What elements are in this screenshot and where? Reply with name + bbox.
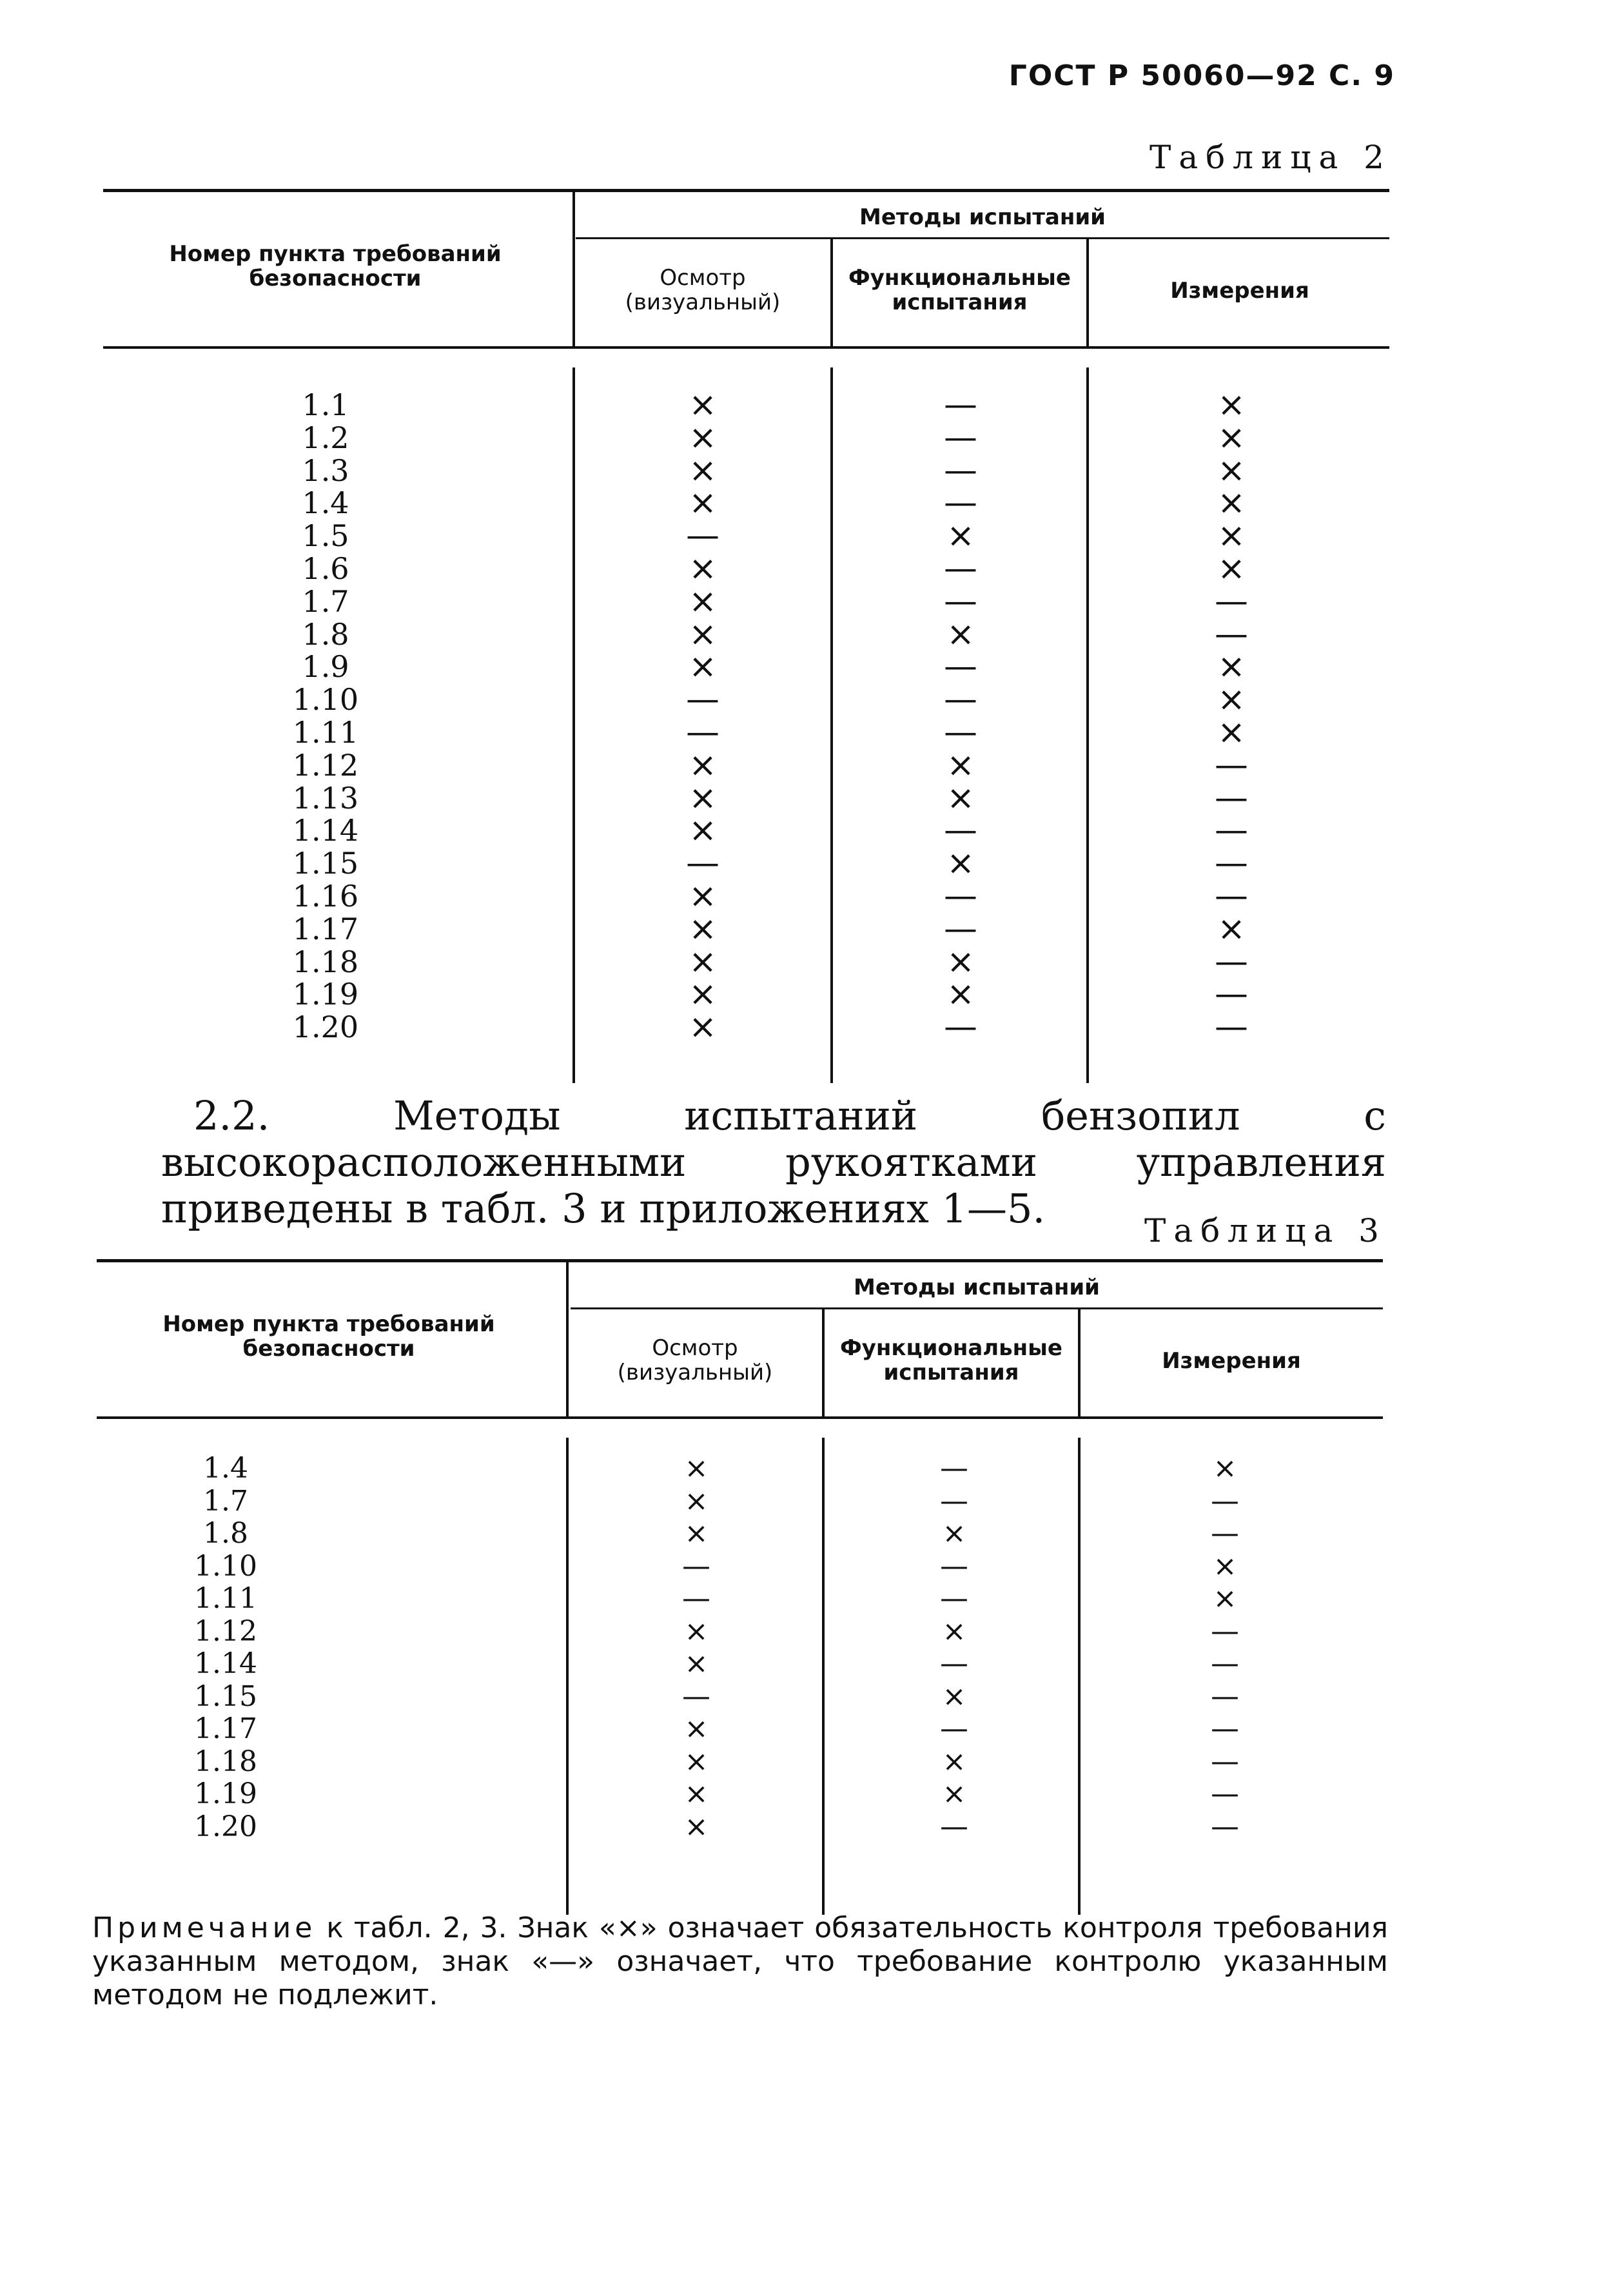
table2-measure-mark: ×: [1217, 516, 1246, 556]
table3-measure-mark: ×: [1213, 1452, 1237, 1485]
table2-caption: Таблица 2: [1149, 139, 1392, 176]
table2-group-header: Методы испытаний: [859, 204, 1106, 230]
table3-visual-mark: ×: [684, 1484, 709, 1518]
note-text: к табл. 2, 3. Знак «×» означает обязательность контроля требования указанным методом, знак «—» означает, что требование контролю указанным методом не подлежит.: [92, 1912, 1388, 2011]
table3-vline-3: [1078, 1309, 1081, 1417]
table2-col-item: Номер пункта требований безопасности: [169, 241, 502, 291]
table2-item-number: 1.10: [292, 682, 359, 718]
table2-functional-mark: ×: [946, 745, 975, 785]
table2-measure-mark: ×: [1217, 712, 1246, 752]
table3-measure-mark: —: [1211, 1484, 1239, 1518]
table2-item-number: 1.13: [292, 780, 359, 816]
table2-measure-mark: —: [1215, 1008, 1248, 1047]
table2-visual-mark: ×: [689, 909, 717, 948]
table3-functional-mark: —: [940, 1712, 968, 1745]
table2-header-rule: [103, 346, 1389, 349]
table2-measure-mark: ×: [1217, 909, 1246, 948]
table3-group-header: Методы испытаний: [853, 1275, 1100, 1300]
table2-item-number: 1.6: [302, 551, 349, 586]
table2-measure-mark: ×: [1217, 647, 1246, 687]
table2-functional-mark: —: [944, 451, 977, 490]
table2-item-number: 1.18: [292, 944, 359, 979]
table2-item-number: 1.12: [292, 747, 359, 783]
table2-item-number: 1.5: [302, 518, 349, 554]
table3-visual-mark: ×: [684, 1745, 709, 1778]
table2-visual-mark: ×: [689, 975, 717, 1014]
table3-col-visual: Осмотр (визуальный): [617, 1335, 773, 1385]
table3-col-measure: Измерения: [1162, 1348, 1301, 1374]
table2-functional-mark: —: [944, 549, 977, 588]
table2-measure-mark: —: [1215, 614, 1248, 654]
table2-item-number: 1.4: [302, 485, 349, 521]
table3-body-vline-2: [822, 1438, 825, 1915]
table2-measure-mark: —: [1215, 778, 1248, 817]
table2-visual-mark: ×: [689, 451, 717, 490]
table3-vline-1: [566, 1262, 569, 1417]
table2-visual-mark: ×: [689, 745, 717, 785]
table2-col-functional: Функциональные испытания: [848, 265, 1071, 315]
table3-functional-mark: —: [940, 1582, 968, 1615]
table2-visual-mark: ×: [689, 582, 717, 621]
table2-measure-mark: ×: [1217, 386, 1246, 424]
table2-visual-mark: ×: [689, 778, 717, 817]
table2-item-number: 1.2: [302, 420, 349, 455]
table3-items-column: [187, 1452, 264, 1843]
table2-measure-mark: —: [1215, 844, 1248, 883]
table2-item-number: 1.19: [292, 977, 359, 1012]
table2-visual-mark: —: [686, 680, 719, 719]
table3-functional-mark: —: [940, 1549, 968, 1583]
table3-visual-mark: ×: [684, 1810, 709, 1843]
table2-functional-mark: —: [944, 647, 977, 687]
table2-functional-mark: ×: [946, 844, 975, 883]
table2-functional-mark: ×: [946, 516, 975, 556]
table-note: [92, 1912, 1388, 2012]
table2-visual-mark: ×: [689, 549, 717, 588]
table3-item-number: 1.7: [203, 1484, 248, 1518]
table2-item-number: 1.17: [292, 911, 359, 946]
table2-group-rule: [576, 237, 1389, 239]
table3-item-number: 1.8: [203, 1517, 248, 1550]
table3-visual-mark: —: [682, 1679, 710, 1713]
table2-top-rule: [103, 189, 1389, 192]
table3-measure-column: [1186, 1452, 1264, 1843]
table2-measure-mark: —: [1215, 975, 1248, 1014]
table3-measure-mark: —: [1211, 1517, 1239, 1550]
table2-col-visual: Осмотр (визуальный): [625, 265, 781, 315]
table2-functional-mark: ×: [946, 975, 975, 1014]
table3-visual-mark: —: [682, 1549, 710, 1583]
table3-col-functional: Функциональные испытания: [840, 1335, 1062, 1385]
table2-visual-mark: ×: [689, 484, 717, 523]
table2-functional-mark: —: [944, 1008, 977, 1047]
table3-body-vline-1: [566, 1438, 569, 1915]
table3-item-number: 1.11: [194, 1582, 257, 1615]
table2-item-number: 1.3: [302, 453, 349, 488]
table3-body-vline-3: [1078, 1438, 1081, 1915]
table3-visual-mark: —: [682, 1582, 710, 1615]
table3-functional-mark: ×: [942, 1679, 966, 1713]
table2-body-vline-3: [1086, 367, 1089, 1083]
table2-measure-mark: —: [1215, 745, 1248, 785]
table3-visual-mark: ×: [684, 1614, 709, 1648]
table3-top-rule: [97, 1259, 1383, 1262]
table3-measure-mark: —: [1211, 1614, 1239, 1648]
table3-visual-mark: ×: [684, 1452, 709, 1485]
table2-functional-mark: —: [944, 680, 977, 719]
table2-items-column: [284, 389, 367, 1044]
table3-item-number: 1.17: [194, 1712, 257, 1745]
note-label: Примечание: [92, 1912, 317, 1944]
table2-functional-mark: ×: [946, 942, 975, 981]
table2-functional-mark: —: [944, 811, 977, 850]
table2-visual-mark: ×: [689, 647, 717, 687]
table3-item-number: 1.18: [194, 1745, 257, 1778]
table3-visual-mark: ×: [684, 1712, 709, 1745]
table2-vline-1: [572, 192, 575, 347]
table2-visual-mark: ×: [689, 942, 717, 981]
table2-measure-mark: ×: [1217, 680, 1246, 719]
table2-item-number: 1.20: [292, 1010, 359, 1045]
table2-visual-mark: ×: [689, 386, 717, 424]
table3-measure-mark: ×: [1213, 1549, 1237, 1583]
table3-visual-mark: ×: [684, 1777, 709, 1810]
table3-measure-mark: —: [1211, 1679, 1239, 1713]
table3-functional-column: [915, 1452, 993, 1843]
table2-visual-mark: ×: [689, 614, 717, 654]
table2-vline-2: [830, 239, 833, 347]
table2-measure-mark: ×: [1217, 418, 1246, 457]
table2-visual-mark: ×: [689, 1008, 717, 1047]
table2-measure-mark: ×: [1217, 484, 1246, 523]
table2-functional-mark: ×: [946, 614, 975, 654]
table3-item-number: 1.10: [194, 1549, 257, 1583]
table3-measure-mark: —: [1211, 1777, 1239, 1810]
table2-visual-mark: —: [686, 844, 719, 883]
table2-visual-mark: ×: [689, 876, 717, 915]
table3-functional-mark: ×: [942, 1745, 966, 1778]
table2-item-number: 1.16: [292, 878, 359, 914]
table3-functional-mark: ×: [942, 1614, 966, 1648]
table2-functional-mark: —: [944, 712, 977, 752]
table2-functional-mark: —: [944, 909, 977, 948]
table3-item-number: 1.15: [194, 1679, 257, 1713]
table3-item-number: 1.20: [194, 1810, 257, 1843]
table2-vline-3: [1086, 239, 1089, 347]
table2-visual-mark: —: [686, 712, 719, 752]
table3-visual-column: [658, 1452, 735, 1843]
table2-functional-mark: —: [944, 484, 977, 523]
table2-visual-mark: —: [686, 516, 719, 556]
table2-measure-mark: —: [1215, 811, 1248, 850]
table3-header-rule: [97, 1416, 1383, 1419]
table2-item-number: 1.7: [302, 583, 349, 619]
table3-functional-mark: ×: [942, 1517, 966, 1550]
table2-col-measure: Измерения: [1170, 278, 1309, 304]
table2-item-number: 1.11: [292, 714, 359, 750]
table2-body-vline-2: [830, 367, 833, 1083]
table2-visual-column: [664, 386, 741, 1047]
table3-vline-2: [822, 1309, 825, 1417]
table3-measure-mark: —: [1211, 1745, 1239, 1778]
table3-caption: Таблица 3: [1144, 1212, 1387, 1249]
table2-visual-mark: ×: [689, 418, 717, 457]
table2-measure-mark: —: [1215, 876, 1248, 915]
table3-col-item: Номер пункта требований безопасности: [162, 1311, 495, 1362]
table2-item-number: 1.9: [302, 649, 349, 685]
page-header: ГОСТ Р 50060—92 С. 9: [1008, 59, 1395, 92]
table2-functional-mark: —: [944, 386, 977, 424]
table2-body-vline-1: [572, 367, 575, 1083]
table3-item-number: 1.12: [194, 1614, 257, 1648]
table3-visual-mark: ×: [684, 1647, 709, 1680]
table2-functional-mark: —: [944, 582, 977, 621]
section-paragraph: 2.2. Методы испытаний бензопил с высокорасположенными рукоятками управления приведены в табл. 3 и приложениях 1—5.: [161, 1092, 1386, 1232]
table2-measure-column: [1193, 386, 1270, 1047]
table3-item-number: 1.4: [203, 1452, 248, 1485]
table3-functional-mark: ×: [942, 1777, 966, 1810]
table2-item-number: 1.8: [302, 616, 349, 652]
table3-measure-mark: —: [1211, 1647, 1239, 1680]
table2-item-number: 1.14: [292, 813, 359, 848]
table3-functional-mark: —: [940, 1484, 968, 1518]
table2-functional-column: [922, 386, 999, 1047]
table2-measure-mark: ×: [1217, 451, 1246, 490]
table3-item-number: 1.14: [194, 1647, 257, 1680]
table2-functional-mark: ×: [946, 778, 975, 817]
table3-measure-mark: —: [1211, 1810, 1239, 1843]
table2-measure-mark: —: [1215, 582, 1248, 621]
table3-measure-mark: ×: [1213, 1582, 1237, 1615]
table2-functional-mark: —: [944, 418, 977, 457]
table3-group-rule: [571, 1307, 1383, 1309]
table2-item-number: 1.1: [302, 387, 349, 422]
table2-measure-mark: —: [1215, 942, 1248, 981]
table3-item-number: 1.19: [194, 1777, 257, 1810]
table3-functional-mark: —: [940, 1647, 968, 1680]
table3-functional-mark: —: [940, 1810, 968, 1843]
table3-functional-mark: —: [940, 1452, 968, 1485]
table2-functional-mark: —: [944, 876, 977, 915]
table2-measure-mark: ×: [1217, 549, 1246, 588]
table2-item-number: 1.15: [292, 846, 359, 881]
table2-visual-mark: ×: [689, 811, 717, 850]
table3-visual-mark: ×: [684, 1517, 709, 1550]
table3-measure-mark: —: [1211, 1712, 1239, 1745]
